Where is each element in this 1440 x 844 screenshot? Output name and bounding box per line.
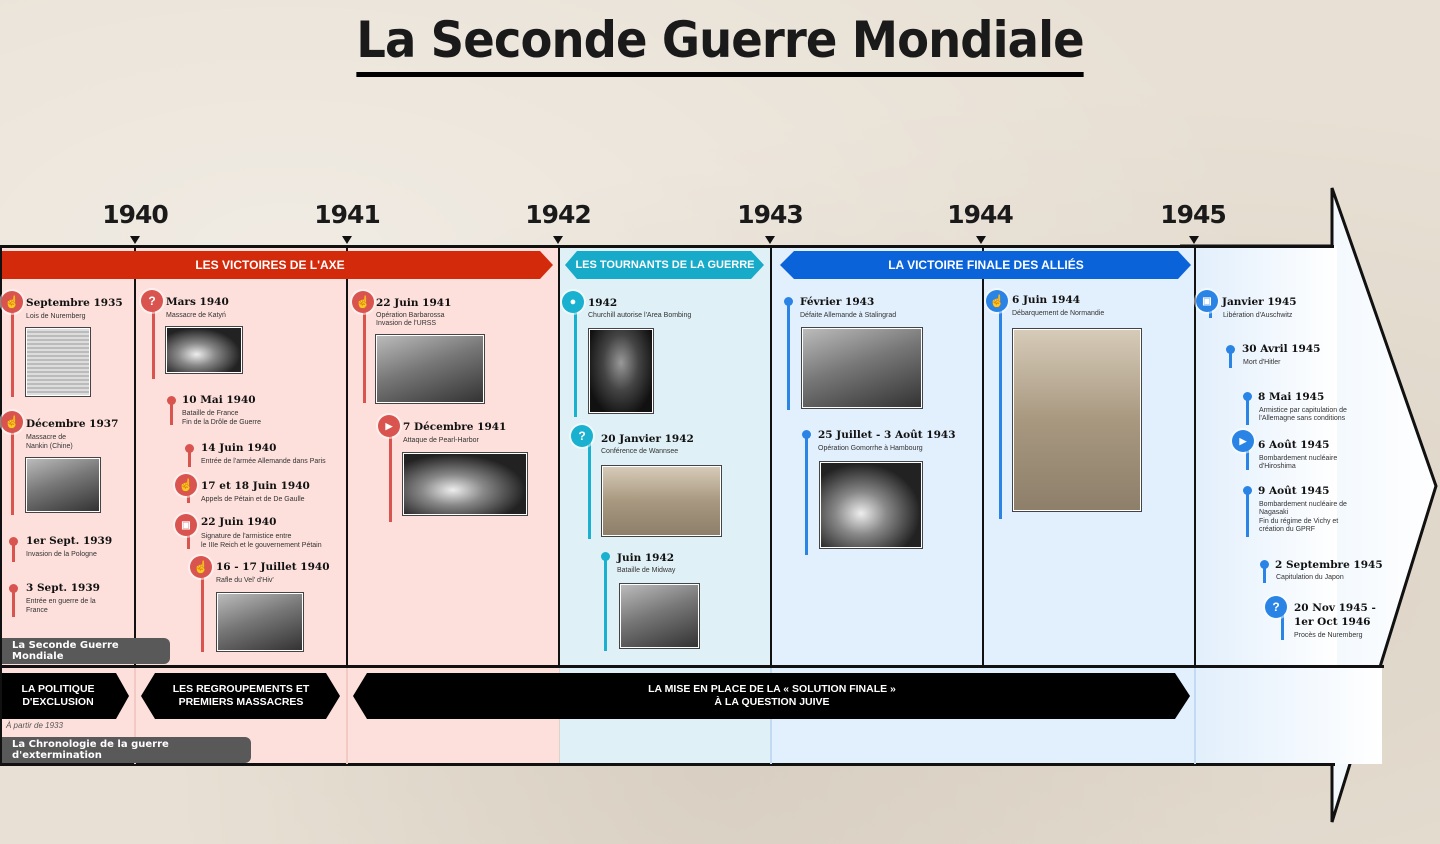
event-stem <box>999 305 1002 519</box>
event-photo[interactable] <box>1013 329 1141 511</box>
event-description: Invasion de la Pologne <box>26 551 97 558</box>
divider-1940 <box>134 245 136 667</box>
note-a-partir-de-1933: À partir de 1933 <box>6 721 63 730</box>
event-date: 14 Juin 1940 <box>201 442 277 454</box>
event-date: 2 Septembre 1945 <box>1275 559 1383 571</box>
event-description: Entrée en guerre de la France <box>26 598 96 614</box>
event-photo[interactable] <box>802 328 922 408</box>
event-date: 30 Avril 1945 <box>1242 343 1321 355</box>
event-stem <box>604 557 607 651</box>
event-date: 1942 <box>588 297 618 309</box>
divider-1943 <box>770 245 772 667</box>
event-description: création du GPRF <box>1259 526 1316 533</box>
event-stem <box>188 449 191 467</box>
event-description: Nagasaki <box>1259 509 1289 516</box>
event-stem <box>170 401 173 425</box>
event-stem <box>588 441 591 539</box>
event-stem <box>1246 491 1249 537</box>
bar-line: LA MISE EN PLACE DE LA « SOLUTION FINALE » <box>648 683 896 695</box>
event-description: Churchill autorise l'Area Bombing <box>588 312 692 319</box>
event-stem <box>12 542 15 562</box>
event-stem <box>574 305 577 417</box>
event-date: 16 - 17 Juillet 1940 <box>216 561 330 573</box>
event-description: Fin du régime de Vichy et <box>1259 518 1339 525</box>
hand-pointer-icon[interactable]: ☝ <box>986 290 1008 312</box>
event-photo[interactable] <box>217 593 303 651</box>
event-description: Invasion de l'URSS <box>376 320 437 327</box>
event-date: Mars 1940 <box>166 296 229 308</box>
event-description: Opération Barbarossa <box>376 312 445 319</box>
event-description: Libération d'Auschwitz <box>1223 312 1293 319</box>
question-icon[interactable]: ? <box>571 425 593 447</box>
event-description: Fin de la Drôle de Guerre <box>182 419 261 426</box>
event-date: 6 Juin 1944 <box>1012 294 1081 306</box>
event-description: Capitulation du Japon <box>1276 574 1344 581</box>
event-stem <box>1229 350 1232 368</box>
event-description: Appels de Pétain et de De Gaulle <box>201 496 305 503</box>
bar-line: À LA QUESTION JUIVE <box>714 696 830 708</box>
event-date: 20 Janvier 1942 <box>601 433 694 445</box>
event-photo[interactable] <box>26 328 90 396</box>
event-stem <box>389 432 392 522</box>
year-label-1941: 1941 <box>314 200 380 229</box>
divider-1942 <box>558 245 560 667</box>
event-description: d'Hiroshima <box>1259 463 1296 470</box>
event-stem <box>805 435 808 555</box>
event-description: Mort d'Hitler <box>1243 359 1281 366</box>
event-photo[interactable] <box>620 584 699 648</box>
event-description: Procès de Nuremberg <box>1294 632 1363 639</box>
event-photo[interactable] <box>589 329 653 413</box>
event-stem <box>187 535 190 549</box>
lower-end-background <box>1197 668 1382 764</box>
event-photo[interactable] <box>403 453 527 515</box>
bar-line: LES REGROUPEMENTS ET <box>172 683 310 695</box>
page-title: La Seconde Guerre Mondiale <box>50 8 1389 77</box>
divider-1941 <box>346 245 348 667</box>
event-stem <box>1281 614 1284 640</box>
year-tick <box>765 236 775 244</box>
event-stem <box>1263 565 1266 583</box>
event-description: Conférence de Wannsee <box>601 448 679 455</box>
year-tick <box>553 236 563 244</box>
event-stem <box>787 302 790 410</box>
video-play-icon[interactable]: ▶ <box>1232 430 1254 452</box>
year-tick <box>976 236 986 244</box>
event-stem <box>1246 450 1249 470</box>
event-description: Bataille de France <box>182 410 239 417</box>
period-banner-axis[interactable]: LES VICTOIRES DE L'AXE <box>195 258 345 272</box>
event-stem <box>152 305 155 379</box>
event-stem <box>187 495 190 503</box>
event-photo[interactable] <box>166 327 242 373</box>
event-date: 10 Mai 1940 <box>182 394 256 406</box>
divider-1945 <box>1194 245 1196 667</box>
event-date: 7 Décembre 1941 <box>403 421 507 433</box>
event-description: Bataille de Midway <box>617 567 676 574</box>
video-play-icon[interactable]: ▶ <box>378 415 400 437</box>
bar-line: PREMIERS MASSACRES <box>178 696 304 708</box>
divider-1944 <box>982 245 984 667</box>
event-date: 17 et 18 Juin 1940 <box>201 480 310 492</box>
event-description: Bombardement nucléaire <box>1259 455 1338 462</box>
event-stem <box>11 305 14 397</box>
event-description: l'Allemagne sans conditions <box>1259 415 1346 422</box>
event-photo[interactable] <box>26 458 100 512</box>
event-date: Juin 1942 <box>617 552 675 564</box>
timeline-mid-border <box>0 665 1384 668</box>
tag-chronologie-extermination[interactable]: La Chronologie de la guerre d'extermination <box>2 737 251 763</box>
event-date: 6 Août 1945 <box>1258 439 1330 451</box>
event-date: 1er Oct 1946 <box>1294 616 1371 628</box>
hand-pointer-icon[interactable]: ☝ <box>190 556 212 578</box>
year-label-1940: 1940 <box>102 200 168 229</box>
year-label-1944: 1944 <box>947 200 1013 229</box>
event-date: 8 Mai 1945 <box>1258 391 1325 403</box>
event-description: le IIIe Reich et le gouvernement Pétain <box>201 542 322 549</box>
event-description: Rafle du Vel' d'Hiv' <box>216 577 274 584</box>
year-label-1945: 1945 <box>1160 200 1226 229</box>
event-description: Armistice par capitulation de <box>1259 407 1347 414</box>
bar-line: LA POLITIQUE <box>21 683 95 695</box>
bar-politique-exclusion[interactable] <box>2 673 114 719</box>
question-icon[interactable]: ? <box>1265 596 1287 618</box>
timeline-bottom-border <box>0 763 1335 766</box>
year-tick <box>130 236 140 244</box>
event-description: Attaque de Pearl-Harbor <box>403 437 479 444</box>
hand-pointer-icon[interactable]: ☝ <box>352 291 374 313</box>
event-description: Massacre de Nankin (Chine) <box>26 434 73 450</box>
image-icon[interactable]: ▣ <box>1196 290 1218 312</box>
bar-line: D'EXCLUSION <box>22 696 94 708</box>
event-stem <box>12 589 15 617</box>
event-description: Défaite Allemande à Stalingrad <box>800 312 897 319</box>
event-description: Entrée de l'armée Allemande dans Paris <box>201 458 326 465</box>
year-label-1943: 1943 <box>737 200 803 229</box>
event-date: 22 Juin 1940 <box>201 516 277 528</box>
tag-seconde-guerre-mondiale[interactable]: La Seconde Guerre Mondiale <box>2 638 170 664</box>
event-date: 9 Août 1945 <box>1258 485 1330 497</box>
event-date: Janvier 1945 <box>1222 296 1297 308</box>
bar-solution-finale[interactable] <box>353 673 1191 719</box>
event-description: Opération Gomorrhe à Hambourg <box>818 445 923 452</box>
event-date: 20 Nov 1945 - <box>1294 602 1376 614</box>
event-date: Septembre 1935 <box>26 297 123 309</box>
question-icon[interactable]: ? <box>141 290 163 312</box>
image-icon[interactable]: ▣ <box>175 514 197 536</box>
event-photo[interactable] <box>820 462 922 548</box>
event-description: Signature de l'armistice entre <box>201 533 292 540</box>
event-stem <box>363 305 366 403</box>
event-stem <box>11 425 14 515</box>
event-date: 22 Juin 1941 <box>376 297 452 309</box>
period-banner-turning[interactable]: LES TOURNANTS DE LA GUERRE <box>575 259 755 271</box>
year-tick <box>342 236 352 244</box>
hand-pointer-icon[interactable]: ☝ <box>175 474 197 496</box>
event-photo[interactable] <box>602 466 721 536</box>
event-description: Massacre de Katyń <box>166 312 226 319</box>
year-label-1942: 1942 <box>525 200 591 229</box>
event-description: Lois de Nuremberg <box>26 313 86 320</box>
hand-pointer-icon[interactable]: ☝ <box>1 291 23 313</box>
hand-pointer-icon[interactable]: ☝ <box>1 411 23 433</box>
event-stem <box>1246 397 1249 425</box>
event-description: Bombardement nucléaire de <box>1259 501 1347 508</box>
timeline-top-border <box>0 245 1334 248</box>
divider-light <box>1194 668 1196 764</box>
event-date: Février 1943 <box>800 296 875 308</box>
person-icon[interactable]: ● <box>562 291 584 313</box>
event-date: Décembre 1937 <box>26 418 119 430</box>
event-date: 25 Juillet - 3 Août 1943 <box>818 429 956 441</box>
period-banner-allies[interactable]: LA VICTOIRE FINALE DES ALLIÉS <box>888 258 1084 272</box>
divider-light <box>346 668 348 764</box>
event-photo[interactable] <box>376 335 484 403</box>
bar-regroupements-massacres[interactable] <box>141 673 341 719</box>
event-date: 1er Sept. 1939 <box>26 535 113 547</box>
event-date: 3 Sept. 1939 <box>26 582 100 594</box>
event-stem <box>201 576 204 652</box>
event-description: Débarquement de Normandie <box>1012 310 1105 317</box>
